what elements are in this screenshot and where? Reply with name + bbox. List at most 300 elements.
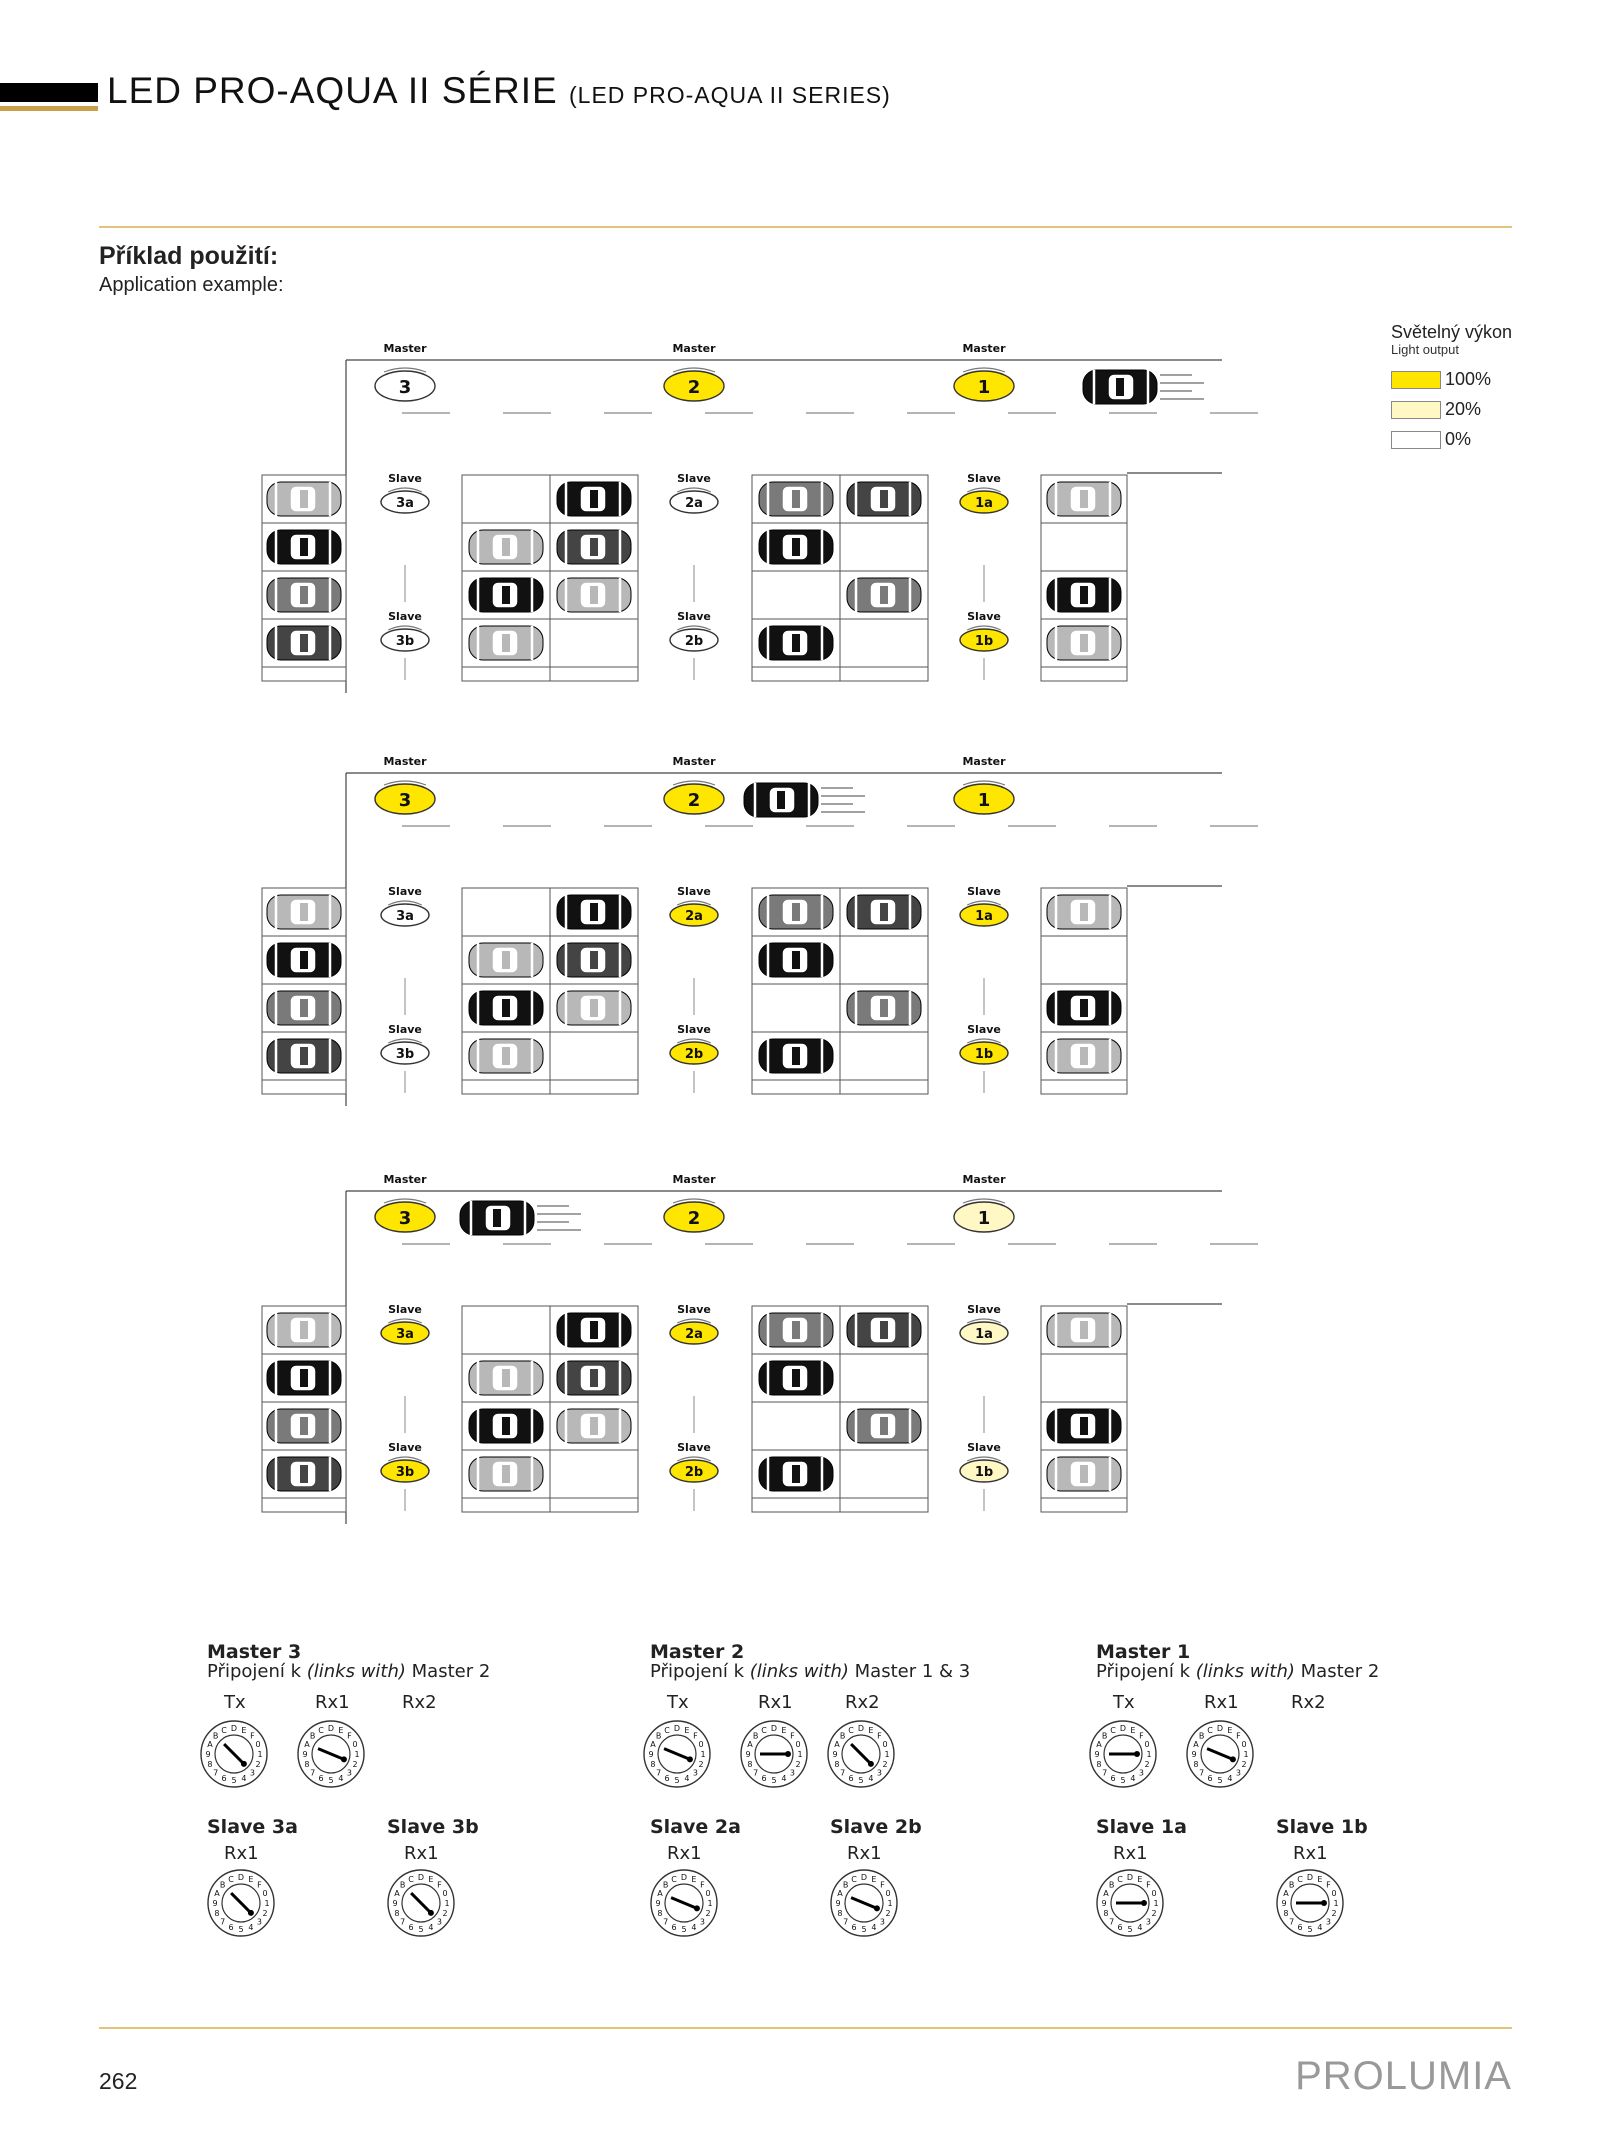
parking-bay [840,1032,928,1080]
dial-digit: F [880,1880,885,1890]
slave-lamp-2b [670,1457,718,1482]
car [759,1039,833,1073]
slave-config-title: Slave 2a [650,1816,741,1838]
master-config-title: Master 3 [207,1641,302,1663]
dial-digit: A [207,1740,213,1750]
dial-digit: 3 [699,1917,705,1927]
parking-bay [462,475,550,523]
parking-curb [840,1498,928,1512]
lamp-label: 1a [975,496,993,511]
parking-column [1041,888,1127,1094]
parking-curb [752,667,840,681]
dial-digit: 5 [1120,1776,1126,1785]
lamp-label: 3a [396,1327,414,1342]
parking-curb [462,667,550,681]
car [267,482,341,516]
car [759,1313,833,1347]
dial-digit: 9 [1281,1899,1287,1908]
dial-digit: 5 [674,1776,680,1785]
slave-label: Slave [388,610,422,623]
car [1047,1409,1121,1443]
car [557,530,631,564]
dial-digit: 1 [264,1899,270,1908]
dial-digit: 3 [1138,1768,1144,1778]
master-label: Master [383,755,427,768]
car [469,1457,543,1491]
dial-digit: 2 [442,1908,448,1918]
lamp-label: 1a [975,1327,993,1342]
dial-label-tx: Tx [667,1692,689,1713]
dial-digit: C [318,1725,324,1735]
dial-digit: 4 [1130,1774,1136,1784]
car [1047,626,1121,660]
dial-digit: D [417,1873,425,1882]
car [759,626,833,660]
parking-bay [840,1354,928,1402]
parking-curb [840,1080,928,1094]
dial-digit: 5 [328,1776,334,1785]
dial-digit: F [250,1731,255,1741]
dial-digit: 9 [205,1750,211,1759]
dial-digit: 6 [1207,1774,1213,1784]
slave-label: Slave [967,610,1001,623]
dial-digit: 1 [707,1899,713,1908]
master-lamp-2 [664,368,724,401]
dial-digit: 5 [1307,1925,1313,1934]
rotary-dial [825,1718,897,1790]
dial-pointer-tip [874,1905,880,1911]
car [847,578,921,612]
dial-digit: 9 [832,1750,838,1759]
dial-label-rx2: Rx2 [1291,1692,1326,1713]
car [759,530,833,564]
dial-digit: 7 [1109,1917,1115,1927]
dial-digit: E [1130,1725,1136,1735]
car [1047,1457,1121,1491]
lamp-label: 3 [398,1208,412,1229]
dial-digit: C [851,1874,857,1884]
dial-digit: 4 [241,1774,247,1784]
rotary-dial [641,1718,713,1790]
slave-label: Slave [388,1023,422,1036]
dial-digit: 0 [1151,1889,1157,1899]
dial-digit: 0 [705,1889,711,1899]
slave-label: Slave [967,885,1001,898]
dial-pointer-tip [785,1751,791,1757]
dial-digit: D [857,1724,865,1733]
dial-digit: 5 [858,1776,864,1785]
car [557,1409,631,1443]
slave-lamp-2a [670,1319,718,1344]
parking-bay [840,619,928,667]
rotary-dial [738,1718,810,1790]
parking-curb [262,1080,346,1094]
car [469,578,543,612]
dial-digit: 7 [1289,1917,1295,1927]
scenario-block [262,1173,1258,1524]
dial-digit: 1 [797,1750,803,1759]
dial-digit: A [394,1889,400,1899]
dial-digit: E [241,1725,247,1735]
slave-lamp-3b [381,1039,429,1064]
dial-digit: A [1283,1889,1289,1899]
dial-label-tx: Tx [1113,1692,1135,1713]
master-lamp-1 [954,781,1014,814]
lamp-label: 3a [396,909,414,924]
parking-bay [1041,1354,1127,1402]
car [1047,578,1121,612]
master-lamp-1 [954,368,1014,401]
dial-digit: 1 [1153,1899,1159,1908]
parking-curb [752,1080,840,1094]
master-config-title: Master 1 [1096,1641,1191,1663]
lamp-label: 2 [687,1208,701,1229]
dial-digit: E [781,1725,787,1735]
dial-digit: 0 [795,1740,801,1750]
master-label: Master [962,342,1006,355]
parking-bay [840,1450,928,1498]
dial-digit: A [214,1889,220,1899]
dial-digit: 9 [302,1750,308,1759]
lamp-label: 1 [977,790,991,811]
dial-digit: 2 [1331,1908,1337,1918]
slave-label: Slave [967,472,1001,485]
master-lamp-2 [664,781,724,814]
slave-lamp-3b [381,626,429,651]
dial-digit: B [309,1731,316,1741]
rotary-dial [198,1718,270,1790]
dial-pointer-tip [868,1761,874,1767]
car [267,1361,341,1395]
slave-lamp-3b [381,1457,429,1482]
dial-digit: 2 [882,1759,888,1769]
dial-digit: 8 [1283,1908,1289,1918]
dial-digit: 6 [221,1774,227,1784]
dial-digit: C [848,1725,854,1735]
dial-pointer-tip [687,1756,693,1762]
rotary-dial [205,1867,277,1939]
dial-digit: 7 [1102,1768,1108,1778]
dial-digit: B [752,1731,759,1741]
dial-digit: 9 [1101,1899,1107,1908]
dial-digit: 6 [848,1774,854,1784]
dial-digit: 5 [418,1925,424,1934]
lamp-label: 1b [974,1465,994,1480]
dial-digit: 5 [681,1925,687,1934]
car [759,895,833,929]
slave-label: Slave [677,610,711,623]
parking-curb [752,1498,840,1512]
dial-digit: 8 [1096,1759,1102,1769]
master-lamp-3 [375,781,435,814]
dial-digit: 4 [868,1774,874,1784]
dial-digit: 0 [255,1740,261,1750]
dial-digit: 5 [771,1776,777,1785]
dial-pointer-tip [428,1910,434,1916]
dial-digit: 5 [238,1925,244,1934]
parking-column [462,1306,550,1512]
dial-digit: 8 [747,1759,753,1769]
dial-digit: F [1146,1880,1151,1890]
slave-label: Slave [677,1303,711,1316]
dial-digit: F [437,1880,442,1890]
parking-column [840,1306,928,1512]
dial-digit: D [673,1724,681,1733]
dial-digit: 3 [436,1917,442,1927]
dial-digit: D [860,1873,868,1882]
dial-digit: 2 [1144,1759,1150,1769]
dial-digit: 7 [840,1768,846,1778]
slave-config-title: Slave 3b [387,1816,479,1838]
dial-digit: 5 [231,1776,237,1785]
slave-lamp-3a [381,1319,429,1344]
slave-lamp-3a [381,488,429,513]
dial-digit: 4 [684,1774,690,1784]
dial-digit: 2 [1151,1908,1157,1918]
car [469,1361,543,1395]
moving-car [744,783,818,817]
dial-digit: F [693,1731,698,1741]
dial-digit: 6 [761,1774,767,1784]
parking-column [840,888,928,1094]
slave-lamp-2b [670,1039,718,1064]
dial-digit: E [684,1725,690,1735]
dial-digit: A [1103,1889,1109,1899]
dial-digit: 4 [781,1774,787,1784]
dial-digit: 4 [1227,1774,1233,1784]
lamp-label: 3b [395,1465,415,1480]
dial-digit: 3 [879,1917,885,1927]
dial-digit: C [228,1874,234,1884]
dial-digit: C [221,1725,227,1735]
parking-bay [550,1450,638,1498]
rotary-dial [1087,1718,1159,1790]
dial-digit: D [230,1724,238,1733]
dial-pointer-tip [1134,1751,1140,1757]
dial-digit: 1 [1146,1750,1152,1759]
dial-digit: 7 [1199,1768,1205,1778]
dial-digit: 3 [1145,1917,1151,1927]
car [557,991,631,1025]
slave-label: Slave [677,472,711,485]
car [267,895,341,929]
lamp-label: 3 [398,790,412,811]
dial-digit: 1 [887,1899,893,1908]
dial-digit: 2 [698,1759,704,1769]
dial-digit: F [1236,1731,1241,1741]
dial-digit: 6 [408,1923,414,1933]
dial-digit: 7 [220,1917,226,1927]
dial-label-rx1: Rx1 [667,1843,702,1864]
master-label: Master [962,755,1006,768]
lamp-label: 1 [977,1208,991,1229]
car [469,1409,543,1443]
dial-digit: C [408,1874,414,1884]
lamp-label: 3 [398,377,412,398]
parking-bay [550,1032,638,1080]
dial-digit: 8 [650,1759,656,1769]
dial-digit: E [1137,1874,1143,1884]
car [847,1409,921,1443]
parking-bay [550,619,638,667]
rotary-dial [648,1867,720,1939]
master-config-links: Připojení k (links with) Master 2 [207,1661,491,1682]
dial-digit: 6 [851,1923,857,1933]
slave-label: Slave [388,1441,422,1454]
slave-label: Slave [967,1441,1001,1454]
dial-digit: 6 [228,1923,234,1933]
dial-digit: 3 [789,1768,795,1778]
dial-digit: 6 [664,1774,670,1784]
parking-column [462,475,550,681]
dial-digit: 1 [884,1750,890,1759]
dial-digit: 3 [249,1768,255,1778]
master-config-title: Master 2 [650,1641,745,1663]
lamp-label: 3b [395,634,415,649]
dial-label-rx1: Rx1 [1204,1692,1239,1713]
parking-bay [752,571,840,619]
parking-column [262,475,346,681]
car [267,626,341,660]
page-title-main: LED PRO-AQUA II SÉRIE [107,70,558,111]
car [759,482,833,516]
dial-digit: 7 [753,1768,759,1778]
parking-bay [462,888,550,936]
rotary-dial [1274,1867,1346,1939]
car [267,1039,341,1073]
parking-bay [462,1306,550,1354]
dial-label-rx1: Rx1 [1113,1843,1148,1864]
dial-digit: E [1317,1874,1323,1884]
parking-curb [550,1080,638,1094]
dial-digit: 4 [691,1923,697,1933]
dial-digit: 4 [871,1923,877,1933]
dial-digit: E [428,1874,434,1884]
master-label: Master [672,755,716,768]
master-config-links: Připojení k (links with) Master 2 [1096,1661,1380,1682]
dial-digit: A [747,1740,753,1750]
dial-digit: 2 [1241,1759,1247,1769]
slave-config-title: Slave 1a [1096,1816,1187,1838]
parking-curb [1041,667,1127,681]
parking-column [752,1306,840,1512]
car [847,991,921,1025]
slave-lamp-3a [381,901,429,926]
dial-digit: F [347,1731,352,1741]
lamp-label: 1b [974,634,994,649]
dial-digit: A [834,1740,840,1750]
dial-label-tx: Tx [224,1692,246,1713]
car [557,482,631,516]
car [759,1457,833,1491]
parking-curb [1041,1080,1127,1094]
parking-column [752,888,840,1094]
section-subtitle: Application example: [99,274,284,296]
dial-digit: C [1117,1874,1123,1884]
car [847,895,921,929]
car [557,1313,631,1347]
dial-pointer-tip [1321,1900,1327,1906]
dial-digit: E [338,1725,344,1735]
dial-digit: D [1119,1724,1127,1733]
moving-car [460,1201,534,1235]
dial-digit: 1 [444,1899,450,1908]
lamp-label: 3b [395,1047,415,1062]
page-title-sub: (LED PRO-AQUA II SERIES) [569,82,891,108]
dial-digit: 6 [1117,1923,1123,1933]
scenario-block [262,755,1258,1106]
dial-digit: B [1108,1880,1115,1890]
car [1047,1039,1121,1073]
slave-lamp-1a [960,901,1008,926]
page-number: 262 [99,2068,138,2094]
lamp-label: 3a [396,496,414,511]
dial-digit: 0 [882,1740,888,1750]
slave-label: Slave [967,1023,1001,1036]
slave-label: Slave [388,1303,422,1316]
rotary-dial [385,1867,457,1939]
lamp-label: 2b [684,634,704,649]
parking-curb [550,1498,638,1512]
dial-digit: 4 [248,1923,254,1933]
dial-digit: 4 [428,1923,434,1933]
dial-digit: 4 [1137,1923,1143,1933]
parking-curb [462,1498,550,1512]
dial-digit: A [837,1889,843,1899]
parking-curb [840,667,928,681]
parking-curb [262,1498,346,1512]
dial-digit: E [871,1874,877,1884]
dial-digit: 5 [861,1925,867,1934]
dial-digit: 2 [352,1759,358,1769]
dial-label-rx2: Rx2 [402,1692,437,1713]
dial-digit: 7 [310,1768,316,1778]
dial-label-rx1: Rx1 [1293,1843,1328,1864]
dial-digit: F [257,1880,262,1890]
dial-digit: 8 [834,1759,840,1769]
car [759,1361,833,1395]
parking-curb [262,667,346,681]
car [1047,991,1121,1025]
lamp-label: 2b [684,1047,704,1062]
rotary-dial [1184,1718,1256,1790]
car [267,578,341,612]
car [267,991,341,1025]
dial-digit: 4 [1317,1923,1323,1933]
dial-digit: 8 [837,1908,843,1918]
dial-digit: B [212,1731,219,1741]
parking-curb [1041,1498,1127,1512]
moving-car [1083,370,1157,404]
dial-digit: 8 [657,1908,663,1918]
slave-lamp-2a [670,488,718,513]
rotary-dial [828,1867,900,1939]
brand-logo: PROLUMIA [1295,2054,1512,2098]
lamp-label: 1a [975,909,993,924]
dial-digit: A [304,1740,310,1750]
parking-column [462,888,550,1094]
dial-digit: 3 [876,1768,882,1778]
dial-digit: F [700,1880,705,1890]
car [847,1313,921,1347]
slave-config-title: Slave 2b [830,1816,922,1838]
dial-digit: A [650,1740,656,1750]
dial-digit: B [662,1880,669,1890]
dial-digit: 6 [318,1774,324,1784]
dial-digit: 9 [648,1750,654,1759]
dial-digit: 6 [1297,1923,1303,1933]
slave-label: Slave [677,885,711,898]
